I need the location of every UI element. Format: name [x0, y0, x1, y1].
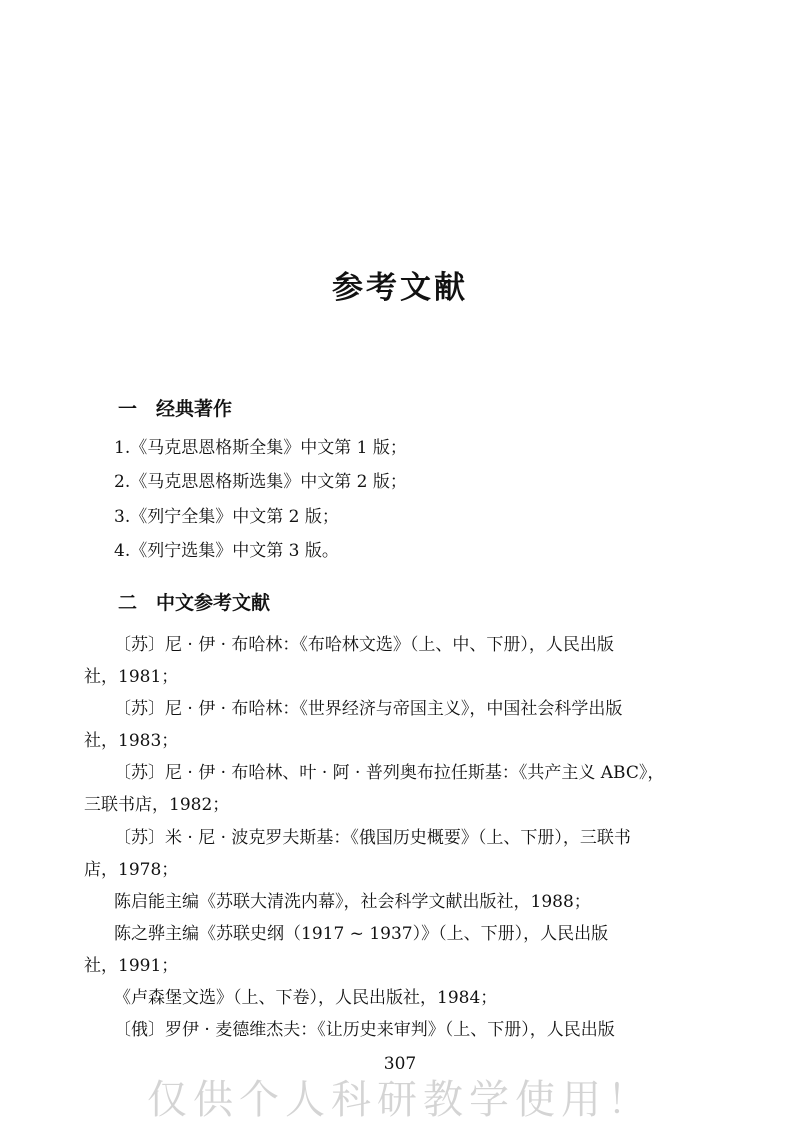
page-title: 参考文献	[332, 270, 468, 306]
reference-line: 社，1983；	[84, 731, 179, 751]
section-heading-classics	[118, 394, 232, 421]
reference-line: 三联书店，1982；	[84, 795, 230, 815]
reference-line: 社，1991；	[84, 956, 179, 976]
reference-line: 〔苏〕尼 · 伊 · 布哈林、叶 · 阿 · 普列奥布拉任斯基：《共产主义 ABC》，	[114, 763, 665, 783]
watermark: 仅供个人科研教学使用！	[147, 1077, 653, 1123]
section-heading-chinese-references	[118, 588, 270, 615]
reference-item: 2.《马克思恩格斯选集》中文第 2 版；	[114, 472, 407, 492]
reference-line: 〔苏〕尼 · 伊 · 布哈林：《布哈林文选》（上、中、下册），人民出版	[114, 635, 614, 655]
section-number: 二	[118, 592, 138, 614]
section-title: 经典著作	[156, 398, 233, 420]
section-number: 一	[118, 398, 138, 420]
reference-line: 《卢森堡文选》（上、下卷），人民出版社，1984；	[114, 988, 498, 1008]
reference-item: 3.《列宁全集》中文第 2 版；	[114, 507, 339, 527]
reference-line: 〔俄〕罗伊 · 麦德维杰夫：《让历史来审判》（上、下册），人民出版	[114, 1020, 615, 1040]
reference-line: 陈之骅主编《苏联史纲（1917 ~ 1937）》（上、下册），人民出版	[114, 924, 609, 944]
reference-line: 陈启能主编《苏联大清洗内幕》，社会科学文献出版社，1988；	[114, 892, 591, 912]
page-number: 307	[383, 1054, 417, 1074]
reference-item: 1.《马克思恩格斯全集》中文第 1 版；	[114, 438, 407, 458]
reference-line: 社，1981；	[84, 667, 179, 687]
reference-item: 4.《列宁选集》中文第 3 版。	[114, 541, 339, 561]
section-title: 中文参考文献	[156, 592, 271, 614]
reference-line: 店，1978；	[84, 860, 179, 880]
reference-line: 〔苏〕米 · 尼 · 波克罗夫斯基：《俄国历史概要》（上、下册），三联书	[114, 828, 631, 848]
reference-line: 〔苏〕尼 · 伊 · 布哈林：《世界经济与帝国主义》，中国社会科学出版	[114, 699, 623, 719]
